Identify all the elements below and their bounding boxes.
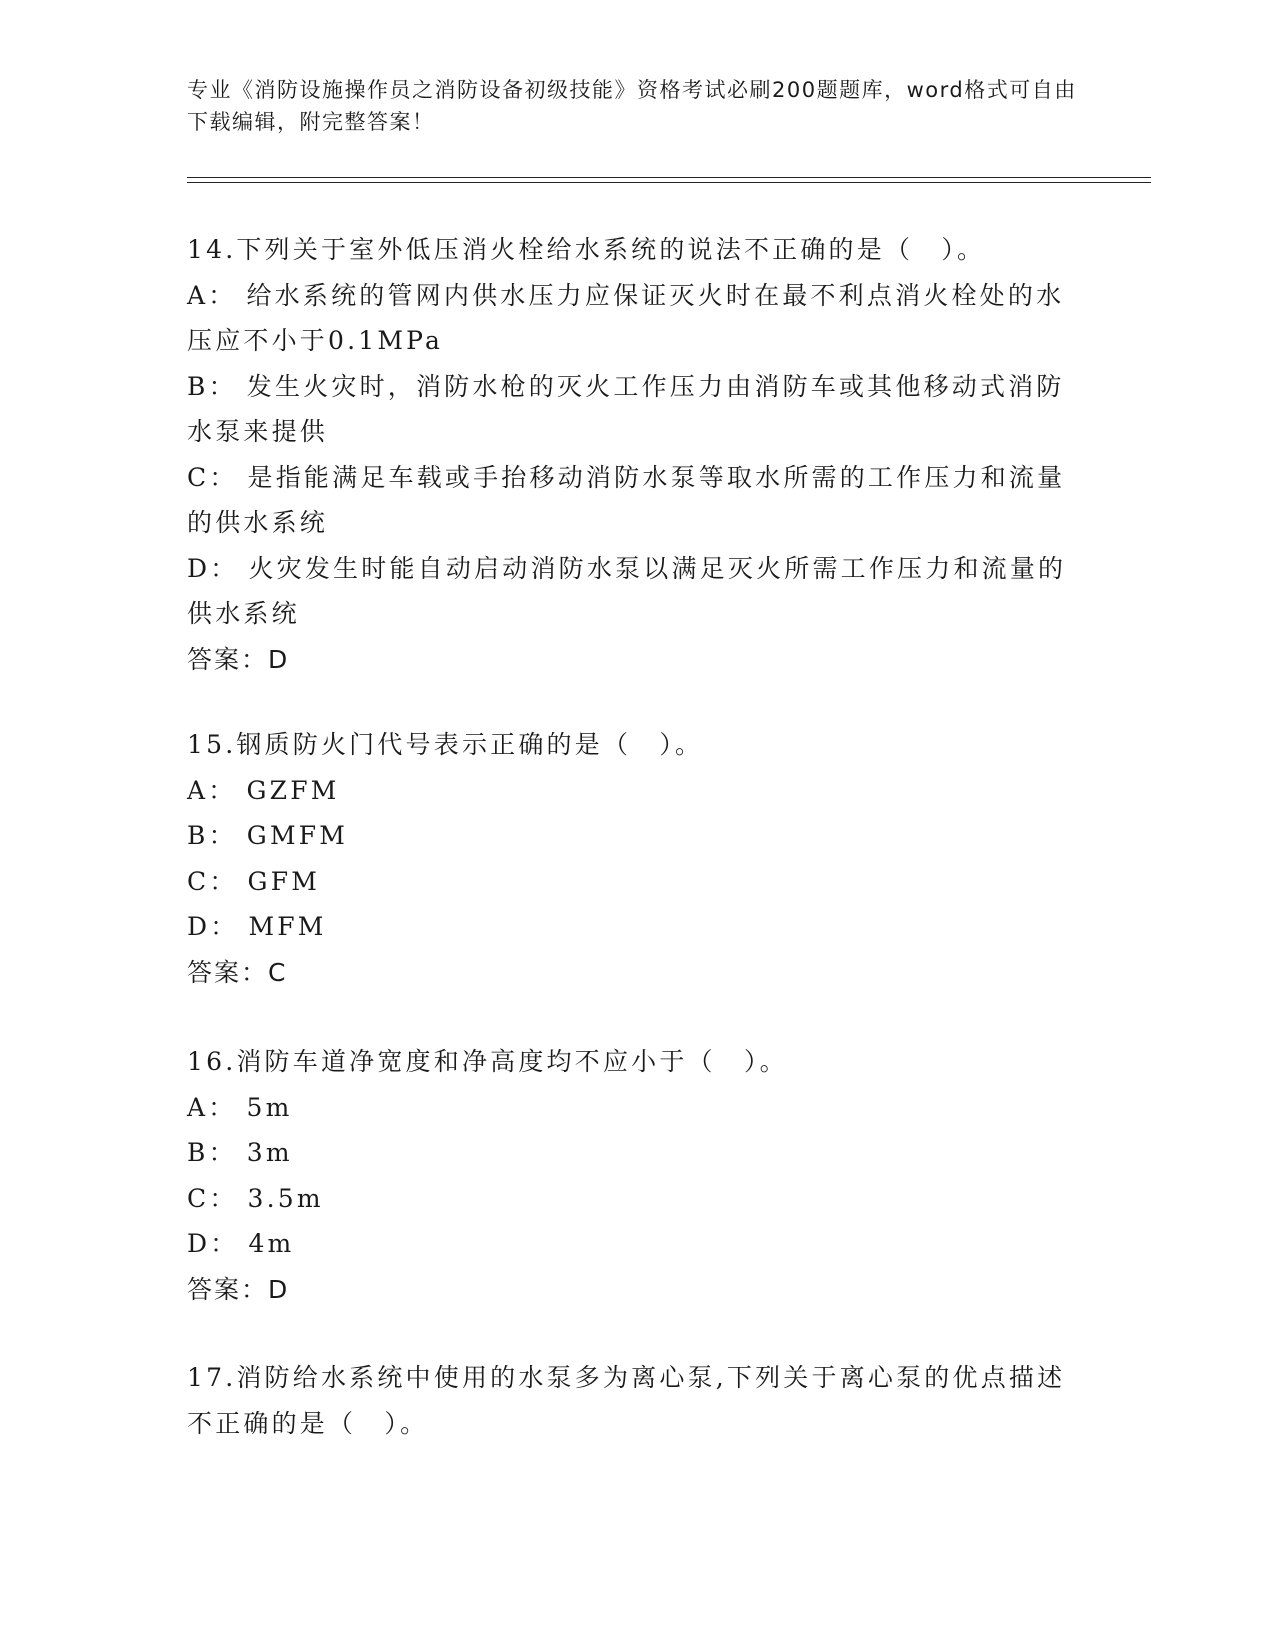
question-stem: 15.钢质防火门代号表示正确的是（ ）。: [187, 730, 704, 759]
option-label: D：: [187, 1229, 239, 1258]
option-label: B：: [187, 821, 237, 850]
option-a: [187, 1085, 1087, 1131]
option-d: [187, 1221, 1087, 1267]
question-14: [187, 227, 1087, 682]
option-label: C：: [187, 866, 238, 896]
option-c: [187, 1176, 1087, 1222]
header-rule-bottom: [187, 182, 1151, 183]
option-text: 是指能满足车载或手抬移动消防水泵等取水所需的工作压力和流量的供水系统: [187, 462, 1066, 537]
option-b: [187, 813, 1087, 859]
question-16: [187, 1039, 1087, 1312]
option-a: [187, 273, 1087, 364]
option-label: D：: [187, 553, 239, 583]
option-label: D：: [187, 912, 239, 941]
document-header: [187, 74, 1087, 138]
answer: 答案：C: [187, 957, 288, 987]
option-label: B：: [187, 1138, 237, 1167]
option-label: B：: [187, 371, 237, 401]
option-text: 3m: [246, 1138, 293, 1167]
option-text: GMFM: [246, 821, 349, 850]
option-text: 火灾发生时能自动启动消防水泵以满足灭火所需工作压力和流量的供水系统: [187, 553, 1067, 628]
option-text: 5m: [246, 1092, 293, 1122]
option-c: [187, 455, 1087, 546]
option-b: [187, 1130, 1087, 1176]
header-text: 专业《消防设施操作员之消防设备初级技能》资格考试必刷200题题库，word格式可自由下载编辑，附完整答案！: [187, 78, 1077, 134]
question-stem: 14.下列关于室外低压消火栓给水系统的说法不正确的是（ ）。: [187, 235, 986, 264]
question-15: [187, 722, 1087, 995]
option-label: A：: [187, 1092, 237, 1122]
question-stem: 17.消防给水系统中使用的水泵多为离心泵,下列关于离心泵的优点描述不正确的是（ ）。: [187, 1363, 1066, 1438]
header-rule-top: [187, 177, 1151, 178]
option-text: 给水系统的管网内供水压力应保证灭火时在最不利点消火栓处的水压应不小于0.1MPa: [187, 280, 1065, 355]
option-text: GZFM: [246, 775, 340, 805]
option-text: 4m: [248, 1229, 295, 1258]
question-17: [187, 1355, 1087, 1446]
option-d: [187, 546, 1087, 637]
option-label: C：: [187, 1183, 238, 1213]
answer: 答案：D: [187, 1274, 290, 1304]
answer: 答案：D: [187, 644, 290, 674]
option-label: A：: [187, 280, 237, 310]
option-label: A：: [187, 775, 237, 805]
option-text: 发生火灾时，消防水枪的灭火工作压力由消防车或其他移动式消防水泵来提供: [187, 371, 1065, 446]
option-text: 3.5m: [247, 1183, 324, 1213]
option-text: MFM: [248, 912, 327, 941]
option-b: [187, 364, 1087, 455]
option-a: [187, 768, 1087, 814]
option-text: GFM: [247, 866, 321, 896]
question-stem: 16.消防车道净宽度和净高度均不应小于（ ）。: [187, 1047, 788, 1076]
option-d: [187, 904, 1087, 950]
option-c: [187, 859, 1087, 905]
option-label: C：: [187, 462, 238, 492]
